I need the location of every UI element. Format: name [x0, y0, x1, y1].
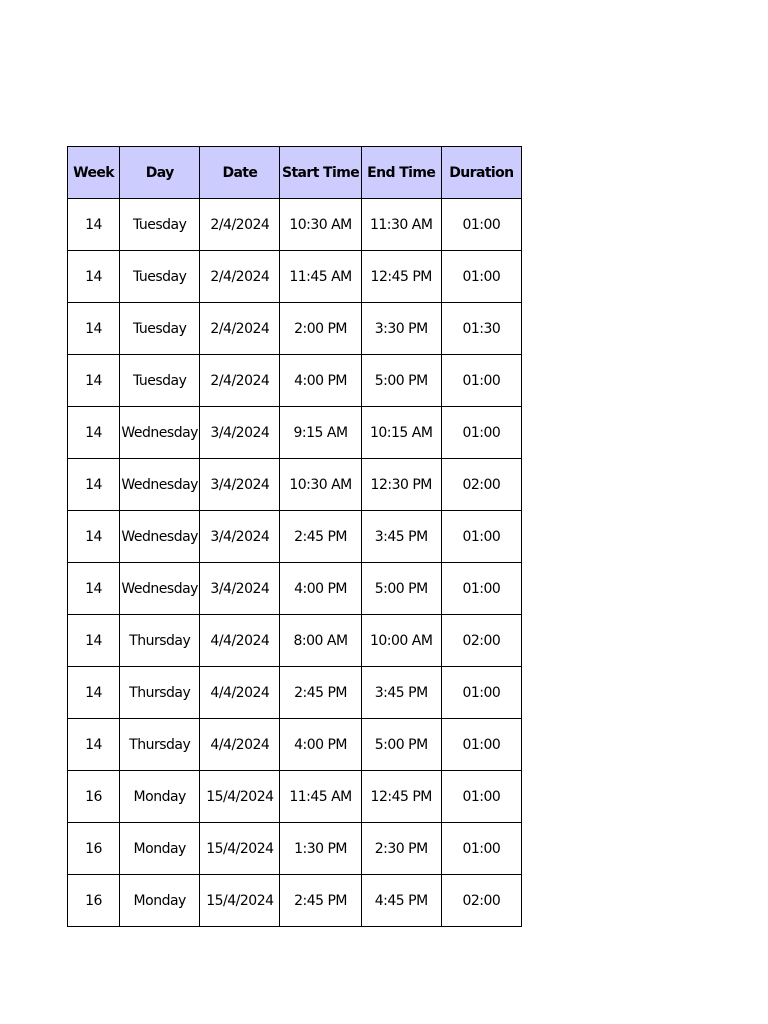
table-row [68, 615, 522, 667]
cell-day: Tuesday [120, 251, 200, 303]
cell-week: 14 [68, 563, 120, 615]
header-date: Date [200, 147, 280, 199]
cell-day: Thursday [120, 667, 200, 719]
cell-date: 3/4/2024 [200, 563, 280, 615]
cell-date: 3/4/2024 [200, 511, 280, 563]
cell-date: 3/4/2024 [200, 459, 280, 511]
cell-start-time: 2:45 PM [280, 511, 361, 563]
header-week: Week [68, 147, 120, 199]
cell-end-time: 12:45 PM [361, 771, 441, 823]
cell-end-time: 5:00 PM [361, 563, 441, 615]
cell-duration: 01:00 [441, 251, 521, 303]
cell-day: Thursday [120, 615, 200, 667]
cell-duration: 01:00 [441, 823, 521, 875]
cell-end-time: 10:00 AM [361, 615, 441, 667]
cell-end-time: 12:30 PM [361, 459, 441, 511]
cell-day: Tuesday [120, 199, 200, 251]
cell-duration: 01:00 [441, 355, 521, 407]
table-row [68, 823, 522, 875]
cell-end-time: 3:45 PM [361, 511, 441, 563]
cell-week: 14 [68, 459, 120, 511]
cell-duration: 02:00 [441, 459, 521, 511]
cell-week: 16 [68, 823, 120, 875]
header-day: Day [120, 147, 200, 199]
cell-day: Wednesday [120, 459, 200, 511]
cell-week: 14 [68, 667, 120, 719]
cell-date: 2/4/2024 [200, 199, 280, 251]
cell-date: 2/4/2024 [200, 355, 280, 407]
cell-week: 14 [68, 615, 120, 667]
table-row [68, 303, 522, 355]
cell-duration: 01:00 [441, 199, 521, 251]
cell-week: 16 [68, 875, 120, 927]
cell-start-time: 11:45 AM [280, 771, 361, 823]
cell-end-time: 3:45 PM [361, 667, 441, 719]
cell-duration: 01:00 [441, 511, 521, 563]
cell-date: 15/4/2024 [200, 771, 280, 823]
cell-week: 14 [68, 719, 120, 771]
table-row [68, 511, 522, 563]
table-row [68, 875, 522, 927]
header-end-time: End Time [361, 147, 441, 199]
cell-day: Monday [120, 823, 200, 875]
cell-start-time: 4:00 PM [280, 719, 361, 771]
cell-date: 4/4/2024 [200, 615, 280, 667]
cell-week: 14 [68, 407, 120, 459]
schedule-table [67, 146, 522, 927]
cell-start-time: 11:45 AM [280, 251, 361, 303]
table-row [68, 251, 522, 303]
cell-date: 2/4/2024 [200, 303, 280, 355]
cell-start-time: 2:45 PM [280, 667, 361, 719]
cell-day: Thursday [120, 719, 200, 771]
header-start-time: Start Time [280, 147, 361, 199]
cell-date: 15/4/2024 [200, 823, 280, 875]
cell-start-time: 10:30 AM [280, 459, 361, 511]
cell-day: Monday [120, 875, 200, 927]
cell-end-time: 4:45 PM [361, 875, 441, 927]
cell-day: Tuesday [120, 355, 200, 407]
cell-week: 14 [68, 355, 120, 407]
cell-start-time: 2:00 PM [280, 303, 361, 355]
header-row [68, 147, 522, 199]
table-row [68, 355, 522, 407]
cell-start-time: 4:00 PM [280, 355, 361, 407]
cell-duration: 01:00 [441, 667, 521, 719]
cell-day: Tuesday [120, 303, 200, 355]
cell-start-time: 10:30 AM [280, 199, 361, 251]
cell-start-time: 4:00 PM [280, 563, 361, 615]
cell-duration: 01:00 [441, 771, 521, 823]
cell-duration: 01:30 [441, 303, 521, 355]
cell-start-time: 1:30 PM [280, 823, 361, 875]
cell-date: 2/4/2024 [200, 251, 280, 303]
cell-start-time: 9:15 AM [280, 407, 361, 459]
table-row [68, 719, 522, 771]
cell-end-time: 10:15 AM [361, 407, 441, 459]
cell-day: Wednesday [120, 511, 200, 563]
cell-week: 14 [68, 251, 120, 303]
table-row [68, 407, 522, 459]
cell-week: 14 [68, 199, 120, 251]
header-duration: Duration [441, 147, 521, 199]
cell-start-time: 8:00 AM [280, 615, 361, 667]
cell-start-time: 2:45 PM [280, 875, 361, 927]
cell-day: Wednesday [120, 563, 200, 615]
cell-end-time: 3:30 PM [361, 303, 441, 355]
table-row [68, 771, 522, 823]
cell-date: 4/4/2024 [200, 719, 280, 771]
table-body [68, 199, 522, 927]
table-row [68, 199, 522, 251]
cell-duration: 02:00 [441, 875, 521, 927]
cell-duration: 02:00 [441, 615, 521, 667]
table-row [68, 563, 522, 615]
cell-day: Monday [120, 771, 200, 823]
cell-duration: 01:00 [441, 407, 521, 459]
cell-duration: 01:00 [441, 563, 521, 615]
table-row [68, 667, 522, 719]
cell-end-time: 12:45 PM [361, 251, 441, 303]
cell-duration: 01:00 [441, 719, 521, 771]
cell-week: 14 [68, 303, 120, 355]
cell-end-time: 2:30 PM [361, 823, 441, 875]
table-row [68, 459, 522, 511]
cell-day: Wednesday [120, 407, 200, 459]
table-header [68, 147, 522, 199]
cell-end-time: 5:00 PM [361, 355, 441, 407]
cell-date: 15/4/2024 [200, 875, 280, 927]
cell-week: 16 [68, 771, 120, 823]
cell-date: 3/4/2024 [200, 407, 280, 459]
cell-end-time: 11:30 AM [361, 199, 441, 251]
cell-end-time: 5:00 PM [361, 719, 441, 771]
cell-week: 14 [68, 511, 120, 563]
cell-date: 4/4/2024 [200, 667, 280, 719]
